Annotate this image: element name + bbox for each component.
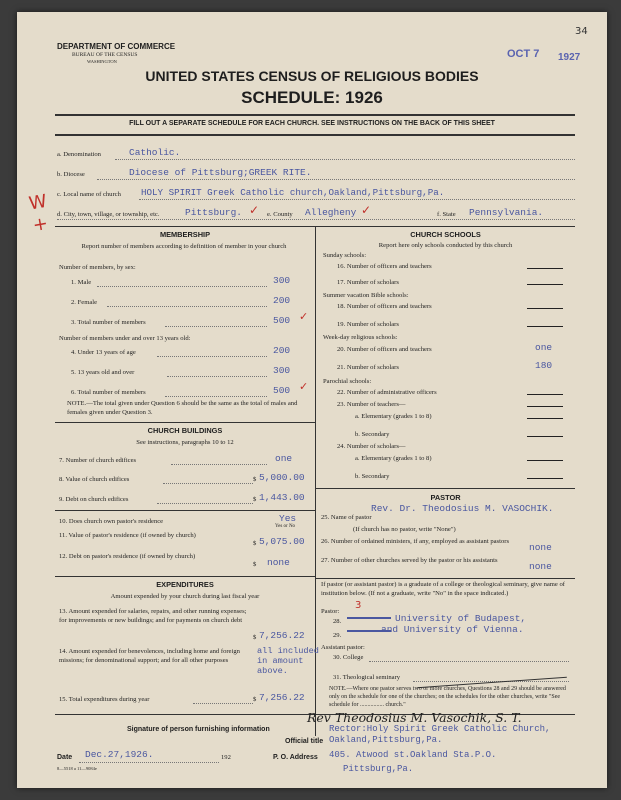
- q9-leader: [157, 503, 253, 504]
- q4-leader: [157, 356, 267, 357]
- q2-value: 200: [273, 295, 291, 306]
- county-label: e. County: [267, 211, 293, 218]
- q27-label: 27. Number of other churches served by the pastor or his assistants: [321, 557, 498, 564]
- q10-sub: Yes or No: [275, 524, 296, 529]
- q24a-label: a. Elementary (grades 1 to 8): [355, 455, 432, 462]
- assistant-subhead: Assistant pastor:: [321, 644, 365, 651]
- expenditures-heading: EXPENDITURES: [156, 580, 214, 589]
- q4-label: 4. Under 13 years of age: [71, 349, 136, 356]
- q19-dash: [527, 326, 563, 327]
- dollar-sign: $: [253, 476, 257, 483]
- q16-dash: [527, 268, 563, 269]
- q7-label: 7. Number of church edifices: [59, 457, 137, 464]
- age-intro-label: Number of members under and over 13 years old:: [59, 335, 191, 342]
- q20-value: one: [535, 342, 553, 353]
- sunday-label: Sunday schools:: [323, 252, 367, 259]
- summer-label: Summer vacation Bible schools:: [323, 292, 409, 299]
- header-rule-top: [55, 114, 575, 116]
- state-label: f. State: [437, 211, 456, 218]
- bureau-name: BUREAU OF THE CENSUS: [72, 52, 138, 58]
- buildings-mid-rule: [55, 510, 315, 511]
- diocese-label: b. Diocese: [57, 171, 85, 178]
- q13-value: 7,256.22: [259, 630, 305, 641]
- diocese-line: [97, 179, 575, 180]
- q22-label: 22. Number of administrative officers: [337, 389, 437, 396]
- q22-dash: [527, 394, 563, 395]
- city-value: Pittsburg.: [185, 207, 243, 218]
- q23b-label: b. Secondary: [355, 431, 390, 438]
- local-name-line: [139, 199, 575, 200]
- official-title-label: Official title: [285, 738, 324, 745]
- q7-leader: [171, 464, 267, 465]
- address-label: P. O. Address: [273, 754, 318, 761]
- q1-label: 1. Male: [71, 279, 92, 286]
- strikeout-mark: [347, 617, 391, 619]
- state-value: Pennsylvania.: [469, 207, 544, 218]
- q8-label: 8. Value of church edifices: [59, 476, 130, 483]
- q29-value: and University of Vienna.: [381, 624, 524, 635]
- local-name-label: c. Local name of church: [57, 191, 121, 198]
- q17-label: 17. Number of scholars: [337, 279, 399, 286]
- q24a-dash: [527, 460, 563, 461]
- q10-value: Yes: [279, 513, 297, 524]
- q16-label: 16. Number of officers and teachers: [337, 263, 432, 270]
- q11-value: 5,075.00: [259, 536, 305, 547]
- denomination-line: [115, 159, 575, 160]
- q7-value: one: [275, 453, 293, 464]
- q12-value: none: [267, 557, 290, 568]
- handwritten-signature: Rev Theodosius M. Vasochik, S. T.: [307, 710, 522, 725]
- q30-leader: [369, 661, 569, 662]
- check-mark-icon: ✓: [299, 380, 309, 393]
- membership-intro: Report number of members according to definition of member in your church: [81, 243, 287, 250]
- q5-leader: [167, 376, 267, 377]
- q23a-dash: [527, 418, 563, 419]
- q28-value: University of Budapest,: [395, 613, 527, 624]
- q15-leader: [193, 703, 253, 704]
- q5-value: 300: [273, 365, 291, 376]
- q23a-label: a. Elementary (grades 1 to 8): [355, 413, 432, 420]
- q18-dash: [527, 308, 563, 309]
- q3-leader: [165, 326, 267, 327]
- q2-leader: [107, 306, 267, 307]
- red-number-mark: 3: [355, 600, 362, 611]
- date-label: Date: [57, 754, 73, 761]
- official-title-value: Rector:Holy Spirit Greek Catholic Church,: [329, 724, 551, 734]
- local-name-value: HOLY SPIRIT Greek Catholic church,Oakland,Pittsburg,Pa.: [141, 187, 445, 198]
- q15-value: 7,256.22: [259, 692, 305, 703]
- year-suffix: 192: [221, 754, 231, 761]
- q26-label: 26. Number of ordained ministers, if any, employed as assistant pastors: [321, 538, 510, 545]
- q27-value: none: [529, 561, 552, 572]
- q21-value: 180: [535, 360, 553, 371]
- denomination-value: Catholic.: [129, 147, 181, 158]
- dollar-sign: $: [253, 496, 257, 503]
- county-value: Allegheny: [305, 207, 357, 218]
- form-title: UNITED STATES CENSUS OF RELIGIOUS BODIES: [145, 68, 479, 84]
- buildings-heading: CHURCH BUILDINGS: [147, 426, 223, 435]
- q14-label: 14. Amount expended for benevolences, including home and foreign missions; for denominational support; and for all other purposes: [59, 648, 240, 664]
- address-value-2: Pittsburg,Pa.: [343, 764, 414, 774]
- check-mark-icon: ✓: [299, 310, 309, 323]
- q12-label: 12. Debt on pastor's residence (if owned by church): [59, 553, 196, 560]
- q30-label: 30. College: [333, 654, 364, 661]
- q18-label: 18. Number of officers and teachers: [337, 303, 432, 310]
- q29-label: 29.: [333, 632, 342, 639]
- q8-leader: [163, 483, 253, 484]
- schools-bottom-rule: [316, 488, 575, 489]
- date-value: Dec.27,1926.: [85, 749, 154, 760]
- parochial-label: Parochial schools:: [323, 378, 372, 385]
- dollar-sign: $: [253, 540, 257, 547]
- bureau-city: WASHINGTON: [87, 59, 117, 64]
- pastor-name-value: Rev. Dr. Theodosius M. VASOCHIK.: [371, 503, 554, 514]
- q9-value: 1,443.00: [259, 492, 305, 503]
- q6-value: 500: [273, 385, 291, 396]
- dollar-sign: $: [253, 634, 257, 641]
- q13-label: 13. Amount expended for salaries, repairs, and other running expenses; for improvements or new buildings; and for payments on church debt: [59, 608, 247, 624]
- address-value: 405. Atwood st.Oakland Sta.P.O.: [329, 750, 497, 760]
- graduate-note: If pastor (or assistant pastor) is a graduate of a college or theological seminary, give name of institution below. (If not a graduate, write "No" in the space indicated.): [321, 581, 566, 597]
- q19-label: 19. Number of scholars: [337, 321, 399, 328]
- schools-heading: CHURCH SCHOOLS: [410, 230, 481, 239]
- q3-label: 3. Total number of members: [71, 319, 146, 326]
- check-mark-icon: ✓: [249, 203, 260, 217]
- q10-label: 10. Does church own pastor's residence: [59, 518, 164, 525]
- city-label: d. City, town, village, or township, etc.: [57, 211, 160, 218]
- dollar-sign: $: [253, 696, 257, 703]
- q1-leader: [97, 286, 267, 287]
- schedule-title: SCHEDULE: 1926: [241, 88, 383, 107]
- q24-label: 24. Number of scholars—: [337, 443, 406, 450]
- q11-label: 11. Value of pastor's residence (if owned by church): [59, 532, 196, 539]
- q24b-dash: [527, 478, 563, 479]
- q6-leader: [165, 396, 267, 397]
- q5-label: 5. 13 years old and over: [71, 369, 135, 376]
- q24b-label: b. Secondary: [355, 473, 390, 480]
- q8-value: 5,000.00: [259, 472, 305, 483]
- q21-label: 21. Number of scholars: [337, 364, 399, 371]
- q14-value: all included in amount above.: [257, 646, 319, 676]
- buildings-sub: See instructions, paragraphs 10 to 12: [136, 439, 234, 446]
- pastor-mid-rule: [316, 578, 575, 579]
- q31-label: 31. Theological seminary: [333, 674, 401, 681]
- q23-dash: [527, 406, 563, 407]
- q28-label: 28.: [333, 618, 342, 625]
- expenditures-sub: Amount expended by your church during last fiscal year: [110, 593, 260, 600]
- weekday-label: Week-day religious schools:: [323, 334, 398, 341]
- instruction-line: FILL OUT A SEPARATE SCHEDULE FOR EACH CHURCH. SEE INSTRUCTIONS ON THE BACK OF THIS SHEET: [129, 120, 495, 127]
- q25-sub: (If church has no pastor, write "None"): [353, 526, 456, 533]
- q20-label: 20. Number of officers and teachers: [337, 346, 432, 353]
- membership-heading: MEMBERSHIP: [159, 230, 211, 239]
- diocese-value: Diocese of Pittsburg;GREEK RITE.: [129, 167, 312, 178]
- dollar-sign: $: [253, 561, 257, 568]
- q3-value: 500: [273, 315, 291, 326]
- membership-note: NOTE.—The total given under Question 6 should be the same as the total of males and females given under Question 3.: [67, 400, 298, 416]
- dept-name: DEPARTMENT OF COMMERCE: [57, 42, 176, 51]
- q17-dash: [527, 284, 563, 285]
- received-stamp-date: OCT 7: [507, 48, 540, 60]
- date-line: [79, 762, 219, 763]
- q25-label: 25. Name of pastor: [321, 514, 372, 521]
- received-stamp-year: 1927: [558, 52, 581, 63]
- membership-bottom-rule: [55, 422, 315, 423]
- page-number: 34: [575, 26, 588, 37]
- q23b-dash: [527, 436, 563, 437]
- q1-value: 300: [273, 275, 291, 286]
- official-title-value-2: Oakland,Pittsburg,Pa.: [329, 735, 443, 745]
- q4-value: 200: [273, 345, 291, 356]
- buildings-bottom-rule: [55, 576, 315, 577]
- check-mark-icon: ✓: [361, 203, 372, 217]
- pastor-subhead: Pastor:: [321, 608, 340, 615]
- city-line: [57, 219, 575, 220]
- pastor-note: NOTE.—Where one pastor serves two or more churches, Questions 28 and 29 should be answered only on the schedule for one of the churches; on the schedules for the other churches, write "See schedule for ................ church.": [329, 686, 566, 708]
- q15-label: 15. Total expenditures during year: [59, 696, 150, 703]
- q6-label: 6. Total number of members: [71, 389, 146, 396]
- schools-sub: Report here only schools conducted by this church: [378, 242, 513, 249]
- q23-label: 23. Number of teachers—: [337, 401, 406, 408]
- q9-label: 9. Debt on church edifices: [59, 496, 129, 503]
- margin-red-mark: W +: [27, 190, 50, 237]
- form-number: 8—5518 a 11—9084e: [57, 766, 97, 771]
- pastor-heading: PASTOR: [430, 493, 461, 502]
- q2-label: 2. Female: [71, 299, 98, 306]
- by-sex-label: Number of members, by sex:: [59, 264, 136, 271]
- signature-label: Signature of person furnishing information: [127, 726, 270, 733]
- q26-value: none: [529, 542, 552, 553]
- denomination-label: a. Denomination: [57, 151, 101, 158]
- header-rule-bottom: [55, 134, 575, 136]
- census-form-page: [17, 12, 607, 788]
